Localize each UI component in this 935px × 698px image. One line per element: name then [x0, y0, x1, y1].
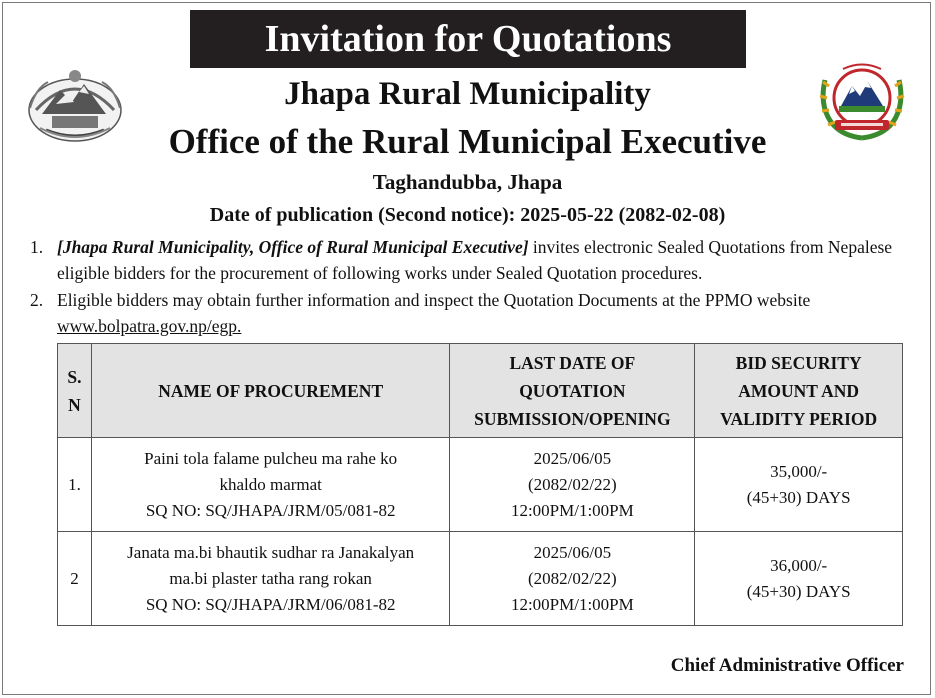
date-ad: 2025/06/05 [533, 542, 612, 562]
notice-body: Eligible bidders may obtain further information and inspect the Quotation Documents at the PPMO website [57, 290, 811, 310]
table-row [58, 532, 903, 626]
cell-last-date [450, 532, 695, 626]
procurement-table [57, 343, 903, 626]
cell-procurement-name [91, 532, 449, 626]
header-sn-line: S. [67, 366, 82, 387]
header-last-date [450, 344, 695, 438]
date-bs: (2082/02/22) [527, 568, 617, 588]
validity-period: (45+30) DAYS [746, 581, 851, 601]
signature-title: Chief Administrative Officer [670, 655, 904, 676]
ppmo-website-link[interactable]: www.bolpatra.gov.np/egp. [57, 316, 242, 336]
municipality-name: Jhapa Rural Municipality [284, 76, 651, 112]
header-line: QUOTATION [519, 380, 626, 401]
publication-date: Date of publication (Second notice): 2025-05-22 (2082-02-08) [209, 204, 726, 226]
cell-sn: 1. [58, 438, 92, 532]
cell-sn: 2 [58, 532, 92, 626]
notice-item-number: 1. [30, 237, 44, 257]
cell-last-date [450, 438, 695, 532]
header-line: LAST DATE OF [509, 352, 636, 373]
cell-bid-security [695, 438, 903, 532]
header-line: SUBMISSION/OPENING [474, 408, 671, 429]
validity-period: (45+30) DAYS [746, 487, 851, 507]
notice-item-text [57, 287, 906, 339]
procurement-name-line: khaldo marmat [219, 474, 322, 494]
procurement-name-line: Paini tola falame pulcheu ma rahe ko [144, 448, 398, 468]
procurement-name-line: Janata ma.bi bhautik sudhar ra Janakalyan [127, 542, 415, 562]
notice-emphasis: [Jhapa Rural Municipality, Office of Rural Municipal Executive] [57, 237, 529, 257]
sq-number: SQ NO: SQ/JHAPA/JRM/05/081-82 [145, 500, 396, 520]
header-sn-line: N [68, 394, 81, 415]
header-bid-security [695, 344, 903, 438]
office-name: Office of the Rural Municipal Executive [168, 122, 767, 161]
table-header-row [58, 344, 903, 438]
banner-title: Invitation for Quotations [190, 10, 746, 68]
office-location: Taghandubba, Jhapa [372, 170, 563, 194]
submission-time: 12:00PM/1:00PM [510, 594, 634, 614]
notice-item-1 [30, 234, 906, 286]
notice-item-number: 2. [30, 290, 44, 310]
date-ad: 2025/06/05 [533, 448, 612, 468]
header-line: VALIDITY PERIOD [720, 408, 878, 429]
notice-item-text [57, 234, 906, 286]
submission-time: 12:00PM/1:00PM [510, 500, 634, 520]
cell-procurement-name [91, 438, 449, 532]
table-row [58, 438, 903, 532]
date-bs: (2082/02/22) [527, 474, 617, 494]
header-line: BID SECURITY [735, 352, 862, 373]
header-line: AMOUNT AND [738, 380, 859, 401]
notice-body: invites electronic Sealed Quotations from Nepalese eligible bidders for the procurement of following works under Sealed Quotation procedures. [57, 237, 893, 283]
procurement-name-line: ma.bi plaster tatha rang rokan [169, 568, 372, 588]
bid-amount: 36,000/- [770, 555, 828, 575]
header-procurement-name: NAME OF PROCUREMENT [91, 344, 449, 438]
cell-bid-security [695, 532, 903, 626]
sq-number: SQ NO: SQ/JHAPA/JRM/06/081-82 [145, 594, 396, 614]
bid-amount: 35,000/- [770, 461, 828, 481]
notice-item-2 [30, 287, 906, 339]
header-sn [58, 344, 92, 438]
